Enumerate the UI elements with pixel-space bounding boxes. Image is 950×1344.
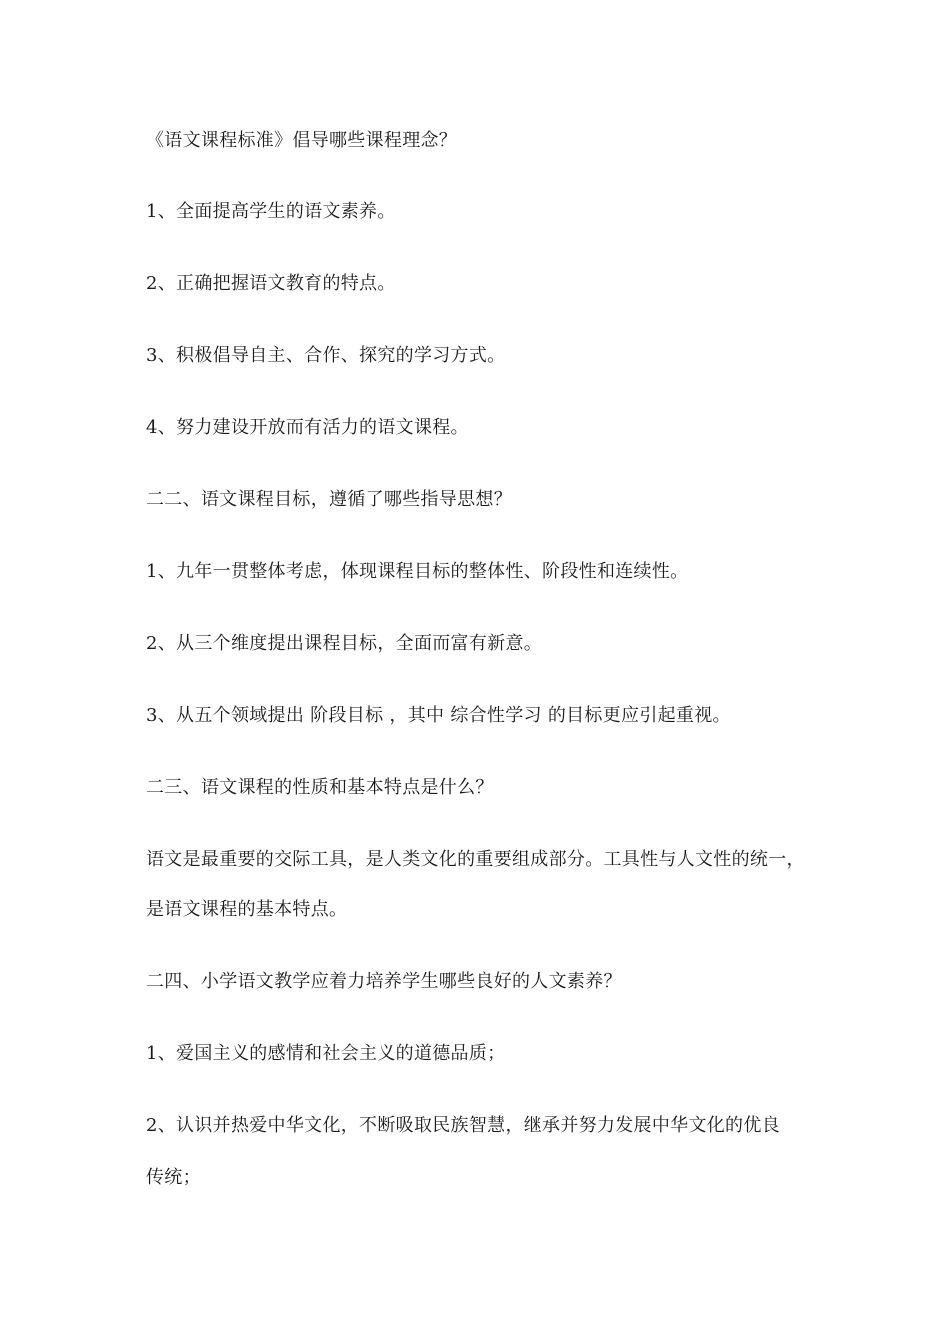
list-item: 3、从五个领域提出 阶段目标 ，其中 综合性学习 的目标更应引起重视。 <box>146 705 731 726</box>
question-heading-2: 二二、语文课程目标，遵循了哪些指导思想？ <box>146 489 512 510</box>
question-heading-1: 《语文课程标准》倡导哪些课程理念？ <box>146 130 458 151</box>
list-item: 1、全面提高学生的语文素养。 <box>146 201 396 222</box>
question-heading-4: 二四、小学语文教学应着力培养学生哪些良好的人文素养？ <box>146 971 622 992</box>
list-item: 2、正确把握语文教育的特点。 <box>146 273 396 294</box>
paragraph-line: 是语文课程的基本特点。 <box>146 899 348 920</box>
list-item-continuation: 传统； <box>146 1167 201 1188</box>
question-heading-3: 二三、语文课程的性质和基本特点是什么？ <box>146 777 494 798</box>
list-item: 3、积极倡导自主、合作、探究的学习方式。 <box>146 345 506 366</box>
list-item: 2、认识并热爱中华文化，不断吸取民族智慧，继承并努力发展中华文化的优良 <box>146 1115 780 1136</box>
list-item: 2、从三个维度提出课程目标，全面而富有新意。 <box>146 633 543 654</box>
list-item: 4、努力建设开放而有活力的语文课程。 <box>146 417 469 438</box>
paragraph-line: 语文是最重要的交际工具，是人类文化的重要组成部分。工具性与人文性的统一， <box>146 849 805 870</box>
list-item: 1、爱国主义的感情和社会主义的道德品质； <box>146 1043 506 1064</box>
list-item: 1、九年一贯整体考虑，体现课程目标的整体性、阶段性和连续性。 <box>146 561 689 582</box>
